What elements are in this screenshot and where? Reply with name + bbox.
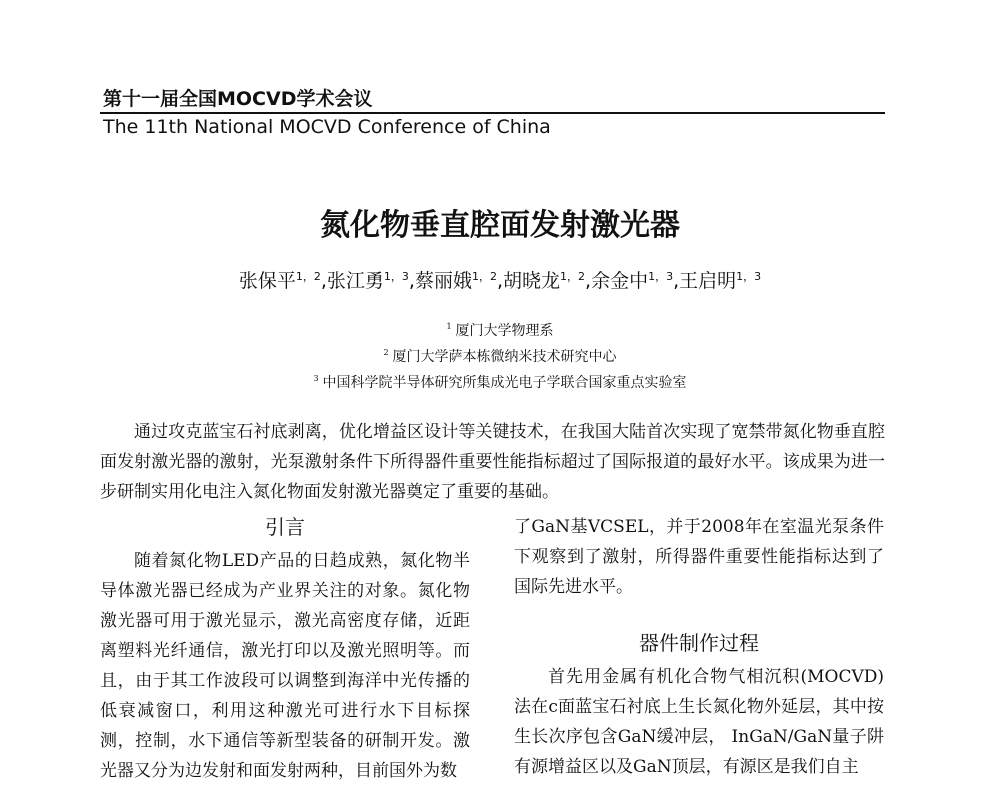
author: 余金中$^{1,3}$: [591, 270, 674, 292]
author: 张江勇$^{1,3}$: [326, 270, 409, 292]
abstract: 通过攻克蓝宝石衬底剥离，优化增益区设计等关键技术，在我国大陆首次实现了宽禁带氮化物垂直腔面发射激光器的激射，光泵激射条件下所得器件重要性能指标超过了国际报道的最好水平。该成果为进一步研制实用化电注入氮化物面发射激光器奠定了重要的基础。: [100, 422, 885, 502]
header-divider: [100, 112, 885, 114]
author: 张保平$^{1,2}$: [238, 270, 321, 292]
section-heading-fabrication: 器件制作过程: [639, 631, 759, 655]
right-column: [514, 512, 884, 782]
intro-paragraph: 随着氮化物LED产品的日趋成熟，氮化物半导体激光器已经成为产业界关注的对象。氮化物激光器可用于激光显示，激光高密度存储，近距离塑料光纤通信，激光打印以及激光照明等。而且，由于其工作波段可以调整到海洋中光传播的低衰减窗口，利用这种激光可进行水下目标探测，控制，水下通信等新型装备的研制开发。激光器又分为边发射和面发射两种，目前国外为数: [100, 551, 470, 781]
section-heading-intro: 引言: [265, 515, 305, 539]
conference-title-cn: 第十一届全国MOCVD学术会议: [103, 88, 373, 110]
fabrication-paragraph: 首先用金属有机化合物气相沉积(MOCVD)法在c面蓝宝石衬底上生长氮化物外延层，其中按生长次序包含GaN缓冲层， InGaN/GaN量子阱有源增益区以及GaN顶层，有源区是我们自主: [514, 667, 884, 777]
author: 胡晓龙$^{1,2}$: [503, 270, 586, 292]
affiliation: $^2$ 厦门大学萨本栋微纳米技术研究中心: [383, 348, 617, 365]
author-list: 张保平$^{1,2}$,张江勇$^{1,3}$,蔡丽娥$^{1,2}$,胡晓龙$^{1,2}$,余金中$^{1,3}$,王启明$^{1,3}$: [238, 270, 762, 292]
affiliation: $^3$ 中国科学院半导体研究所集成光电子学联合国家重点实验室: [313, 374, 687, 391]
author: 蔡丽娥$^{1,2}$: [414, 270, 497, 292]
left-column: [100, 512, 470, 786]
paper-title: 氮化物垂直腔面发射激光器: [320, 208, 680, 243]
author: 王启明$^{1,3}$: [679, 270, 762, 292]
continued-paragraph: 了GaN基VCSEL，并于2008年在室温光泵条件下观察到了激射，所得器件重要性能指标达到了国际先进水平。: [514, 517, 884, 597]
affiliation: $^1$ 厦门大学物理系: [446, 322, 554, 339]
conference-title-en: The 11th National MOCVD Conference of China: [103, 116, 551, 138]
affiliation-list: [0, 316, 1000, 394]
